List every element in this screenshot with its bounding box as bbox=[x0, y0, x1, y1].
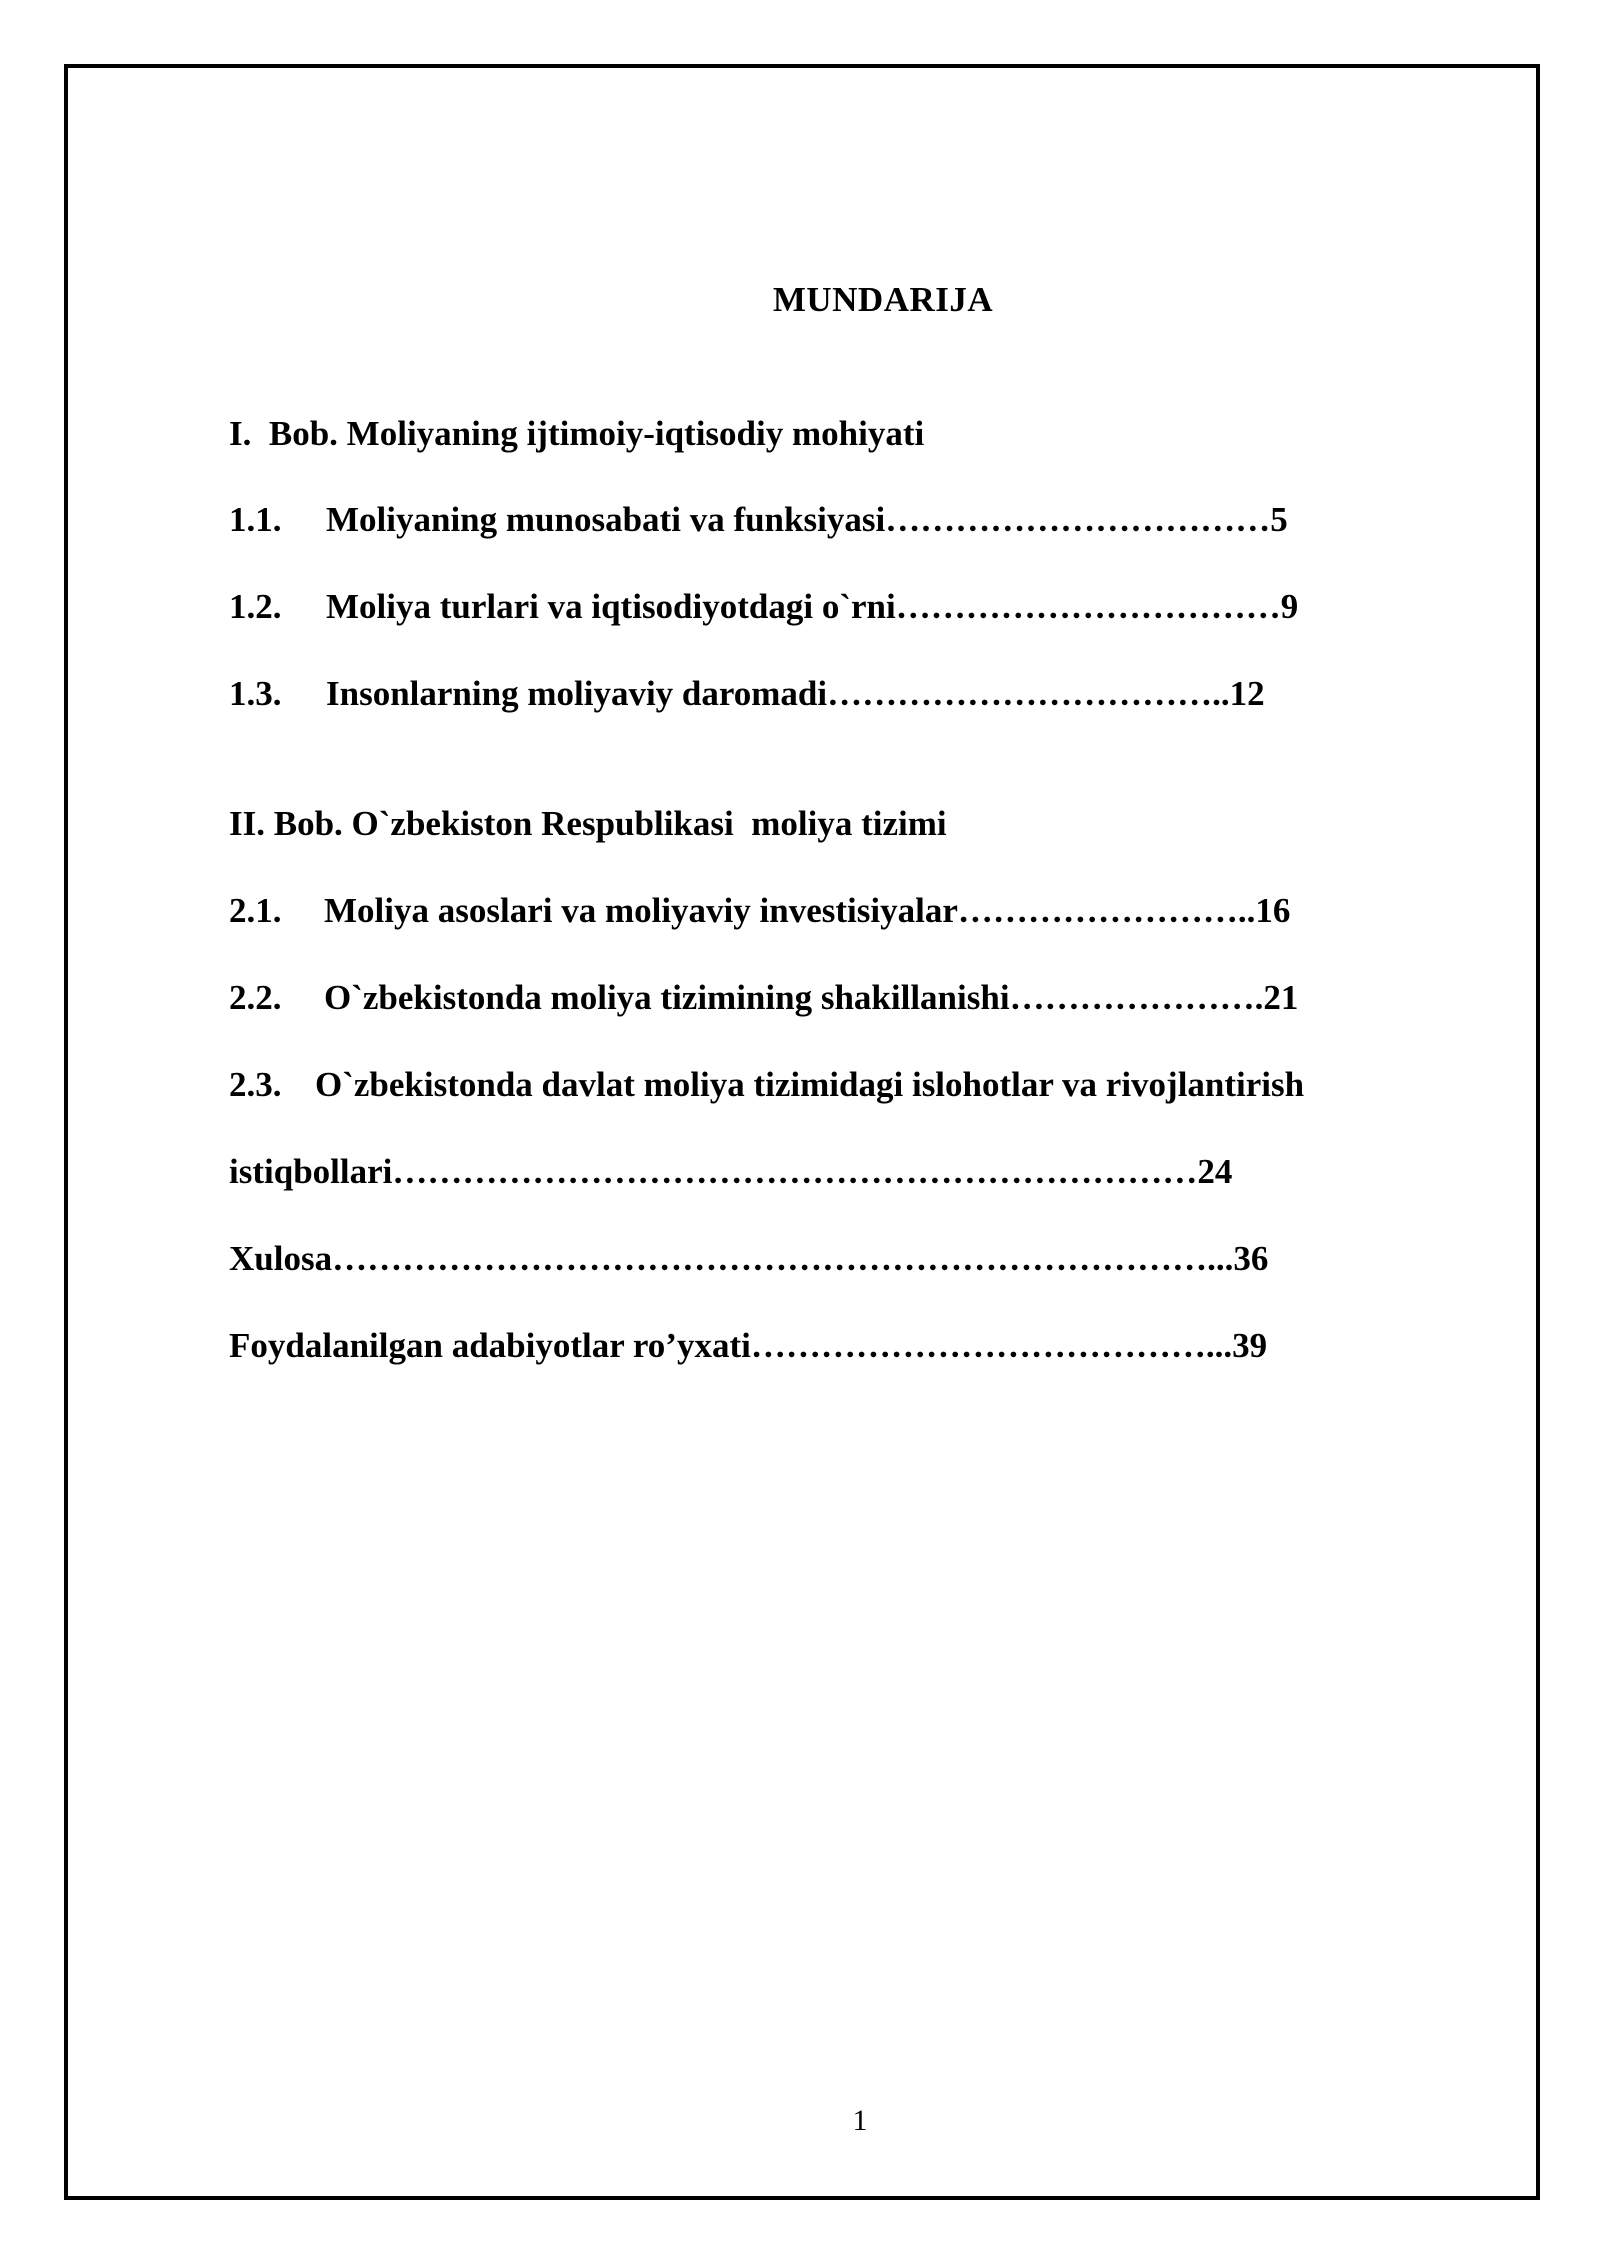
toc-entry-2-2[interactable] bbox=[229, 976, 1298, 1020]
toc-entry-references[interactable] bbox=[229, 1324, 1267, 1368]
toc-entry-page: 5 bbox=[1270, 500, 1288, 539]
toc-entry-text: Moliya asoslari va moliyaviy investisiyalar bbox=[324, 891, 958, 930]
toc-entry-2-3-continuation[interactable] bbox=[229, 1150, 1232, 1194]
toc-entry-number: 2.2. bbox=[229, 978, 282, 1017]
toc-entry-page: 36 bbox=[1233, 1239, 1269, 1278]
toc-title: MUNDARIJA bbox=[772, 280, 994, 319]
toc-entry-number: 1.1. bbox=[229, 500, 282, 539]
toc-entry-leader: …………………………………... bbox=[750, 1326, 1233, 1365]
toc-entry-leader: …………………………….. bbox=[827, 674, 1230, 713]
toc-entry-text: O`zbekistonda davlat moliya tizimidagi islohotlar va rivojlantirish bbox=[315, 1065, 1305, 1104]
toc-entry-number: 1.3. bbox=[229, 674, 282, 713]
toc-entry-text: Xulosa bbox=[229, 1239, 333, 1278]
toc-entry-page: 21 bbox=[1263, 978, 1299, 1017]
toc-entry-leader: …………………………… bbox=[885, 500, 1271, 539]
toc-entry-page: 9 bbox=[1280, 587, 1299, 626]
toc-entry-2-3[interactable] bbox=[229, 1063, 1304, 1107]
toc-entry-leader: …………………………… bbox=[895, 587, 1281, 626]
toc-entry-page: 39 bbox=[1232, 1326, 1268, 1365]
chapter-1-heading: I. Bob. Moliyaning ijtimoiy-iqtisodiy mohiyati bbox=[229, 414, 925, 453]
toc-entry-leader: …………………. bbox=[1009, 978, 1264, 1017]
toc-entry-leader: …………………………………………………………… bbox=[392, 1152, 1198, 1191]
toc-entry-1-3[interactable] bbox=[229, 672, 1265, 716]
toc-entry-text: Insonlarning moliyaviy daromadi bbox=[326, 674, 828, 713]
footer-page-number: 1 bbox=[852, 2104, 868, 2137]
toc-entry-page: 16 bbox=[1255, 891, 1291, 930]
toc-entry-page: 12 bbox=[1229, 674, 1265, 713]
toc-entry-page: 24 bbox=[1197, 1152, 1233, 1191]
toc-entry-1-2[interactable] bbox=[229, 585, 1298, 629]
toc-entry-leader: …………………………………………………………………... bbox=[332, 1239, 1234, 1278]
toc-entry-number: 2.3. bbox=[229, 1065, 282, 1104]
chapter-2-heading: II. Bob. O`zbekiston Respublikasi moliya tizimi bbox=[229, 804, 947, 843]
toc-entry-leader: …………………….. bbox=[957, 891, 1256, 930]
toc-entry-text: O`zbekistonda moliya tizimining shakillanishi bbox=[324, 978, 1010, 1017]
toc-entry-1-1[interactable] bbox=[229, 498, 1288, 542]
toc-entry-text: Moliyaning munosabati va funksiyasi bbox=[326, 500, 886, 539]
page-border bbox=[64, 64, 1540, 2200]
toc-entry-text: Moliya turlari va iqtisodiyotdagi o`rni bbox=[326, 587, 896, 626]
toc-entry-number: 2.1. bbox=[229, 891, 282, 930]
toc-entry-text: Foydalanilgan adabiyotlar ro’yxati bbox=[229, 1326, 751, 1365]
toc-entry-number: 1.2. bbox=[229, 587, 282, 626]
toc-entry-2-1[interactable] bbox=[229, 889, 1290, 933]
toc-entry-text: istiqbollari bbox=[229, 1152, 393, 1191]
toc-entry-conclusion[interactable] bbox=[229, 1237, 1268, 1281]
